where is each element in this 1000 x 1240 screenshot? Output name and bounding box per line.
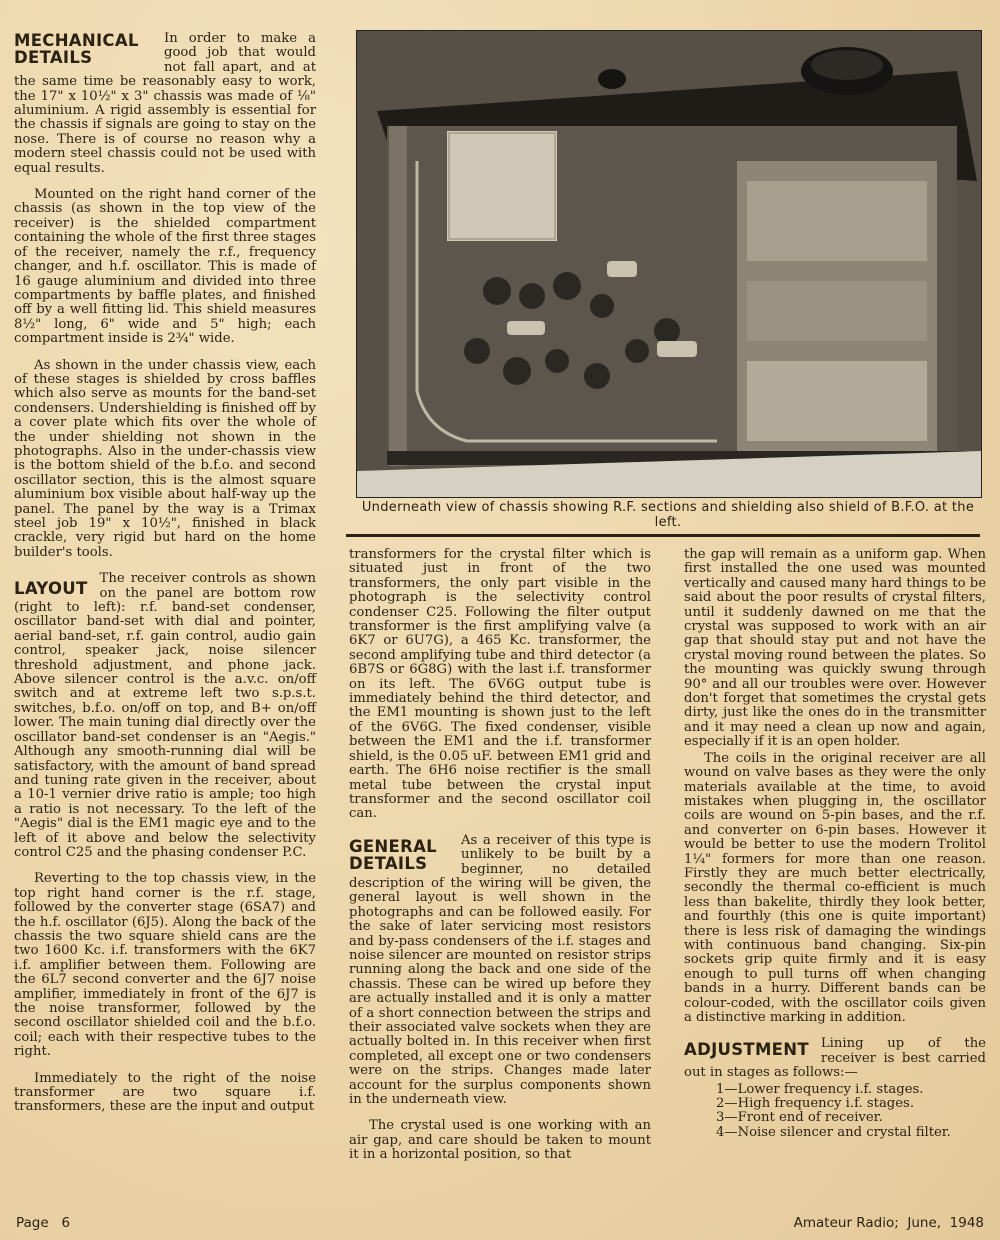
layout-paragraph-4: transformers for the crystal filter which is situated just in front of the two transformers, the only part visible in the photograph is the selectivity control condenser C25. Following the filter output transformer is the first amplifying valve (a 6K7 or 6U7G), a 465 Kc. transformer, the second amplifying tube and third detector (a 6B7S or 6G8G) with the last i.f. transformer on its left. The 6V6G output tube is immediately behind the third detector, and the EM1 mounting is shown just to the left of the 6V6G. The fixed condenser, visible between the EM1 and the i.f. transformer shield, is the 0.05 uF. between EM1 grid and earth. The 6H6 noise rectifier is the small metal tube between the crystal input transformer and the second oscillator coil can. (349, 547, 651, 822)
layout-paragraph-1: The receiver controls as shown on the panel are bottom row (right to left): r.f. band-set condenser, oscillator band-set with dial and pointer, aerial band-set, r.f. gain control, audio gain control, speaker jack, noise silencer threshold adjustment, and phone jack. Above silencer control is the a.v.c. on/off switch and at extreme left two s.p.s.t. switches, b.f.o. on/off on top, and B+ on/off lower. The main tuning dial directly over the oscillator band-set condenser is an "Aegis." Although any smooth-running dial will be satisfactory, with the amount of band spread and tuning rate given in the receiver, about a 10-1 vernier drive ratio is ample; too high a ratio is not necessary. To the left of the "Aegis" dial is the EM1 magic eye and to the left of it above and below the selectivity control C25 and the phasing condenser P.C. (14, 571, 316, 860)
general-details-heading: GENERAL DETAILS (349, 836, 437, 873)
general-paragraph-3: the gap will remain as a uniform gap. When first installed the one used was mounted vertically and caused many hard things to be said about the poor results of crystal filters, until it suddenly dawned on me that the crystal was supposed to work with an air gap that should stay put and not have the crystal moving round between the plates. So the mounting was quickly swung through 90° and all our troubles were over. However don't forget that sometimes the crystal gets dirty, just like the ones do in the transmitter and it may need a clean up now and again, especially if it is an open holder. (684, 547, 986, 750)
list-item: 3—Front end of receiver. (716, 1110, 883, 1126)
page-number: Page 6 (16, 1215, 71, 1231)
layout-paragraph-3: Immediately to the right of the noise transformer are two square i.f. transformers, these are the input and output (14, 1070, 316, 1115)
mechanical-paragraph-3: As shown in the under chassis view, each of these stages is shielded by cross baffles which also serve as mounts for the band-set condensers. Undershielding is finished off by a cover plate which fits over the whole of the under shielding not shown in the photographs. Also in the under-chassis view is the bottom shield of the b.f.o. and second oscillator section, this is the almost square aluminium box visible about half-way up the panel. The panel by the way is a Trimax steel job 19" x 10½", finished in black crackle, very rigid but hard on the home builder's tools. (14, 357, 316, 560)
column-3 (684, 548, 986, 1140)
adjustment-steps-list (716, 1083, 986, 1141)
mechanical-details-heading: MECHANICAL DETAILS (14, 31, 139, 67)
mechanical-paragraph-1: In order to make a good job that would not fall apart, and at the same time be reasonably easy to work, the 17" x 10½" x 3" chassis was made of ⅛" aluminium. A rigid assembly is essential for the chassis if signals are going to stay on the nose. There is of course no reason why a modern steel chassis could not be used with equal results. (14, 31, 316, 176)
column-2 (349, 548, 651, 1163)
layout-heading: LAYOUT (14, 579, 88, 599)
journal-citation: Amateur Radio; June, 1948 (793, 1215, 984, 1231)
list-item: 1—Lower frequency i.f. stages. (716, 1081, 924, 1097)
adjustment-heading: ADJUSTMENT (684, 1040, 809, 1060)
layout-paragraph-2: Reverting to the top chassis view, in the top right hand corner is the r.f. stage, followed by the converter stage (6SA7) and the h.f. oscillator (6J5). Along the back of the chassis the two square shield cans are the two 1600 Kc. i.f. transformers with the 6K7 i.f. amplifier between them. Following are the 6L7 second converter and the 6J7 noise amplifier, immediately in front of the 6J7 is the noise transformer, followed by the second oscillator shielded coil and the b.f.o. coil; each with their respective tubes to the right. (14, 871, 316, 1060)
general-paragraph-1: As a receiver of this type is unlikely to be built by a beginner, no detailed description of the wiring will be given, the general layout is well shown in the photographs and can be followed easily. For the sake of later servicing most resistors and by-pass condensers of the i.f. stages and noise silencer are mounted on resistor strips running along the back and one side of the chassis. These can be wired up before they are actually installed and it is only a matter of a short connection between the strips and their associated valve sockets when they are actually bolted in. In this receiver when first completed, all except one or two condensers were on the strips. Changes made later account for the surplus components shown in the underneath view. (349, 832, 651, 1108)
caption-rule (346, 534, 980, 537)
adjustment-paragraph-1: Lining up of the receiver is best carried out in stages as follows:— (684, 1036, 986, 1081)
general-paragraph-4: The coils in the original receiver are all wound on valve bases as they were the only materials available at the time, to avoid mistakes when plugging in, the oscillator coils are wound on 5-pin bases, and the r.f. and converter on 6-pin bases. However it would be better to use the modern Trolitol 1¼" formers for more than one reason. Firstly they are much better electrically, secondly the thermal co-efficient is much less than bakelite, thirdly they look better, and fourthly (this one is quite important) there is less risk of damaging the windings with continuous band changing. Six-pin sockets grip quite firmly and it is easy enough to pull turns off when changing bands in a hurry. Different bands can be colour-coded, with the oscillator coils given a distinctive marking in addition. (684, 750, 986, 1025)
general-paragraph-2: The crystal used is one working with an air gap, and care should be taken to mount it in a horizontal position, so that (349, 1118, 651, 1163)
photo-caption: Underneath view of chassis showing R.F. sections and shielding also shield of B.F.O. at the left. (361, 500, 975, 530)
list-item: 4—Noise silencer and crystal filter. (716, 1124, 951, 1140)
chassis-underneath-photo (356, 30, 982, 498)
mechanical-paragraph-2: Mounted on the right hand corner of the chassis (as shown in the top view of the receiver) is the shielded compartment containing the whole of the first three stages of the receiver, namely the r.f., frequency changer, and h.f. oscillator. This is made of 16 gauge aluminium and divided into three compartments by baffle plates, and finished off by a well fitting lid. This shield measures 8½" long, 6" wide and 5" high; each compartment inside is 2¾" wide. (14, 187, 316, 347)
list-item: 2—High frequency i.f. stages. (716, 1096, 915, 1112)
chassis-photo-image (357, 31, 981, 497)
column-1 (14, 32, 316, 1115)
